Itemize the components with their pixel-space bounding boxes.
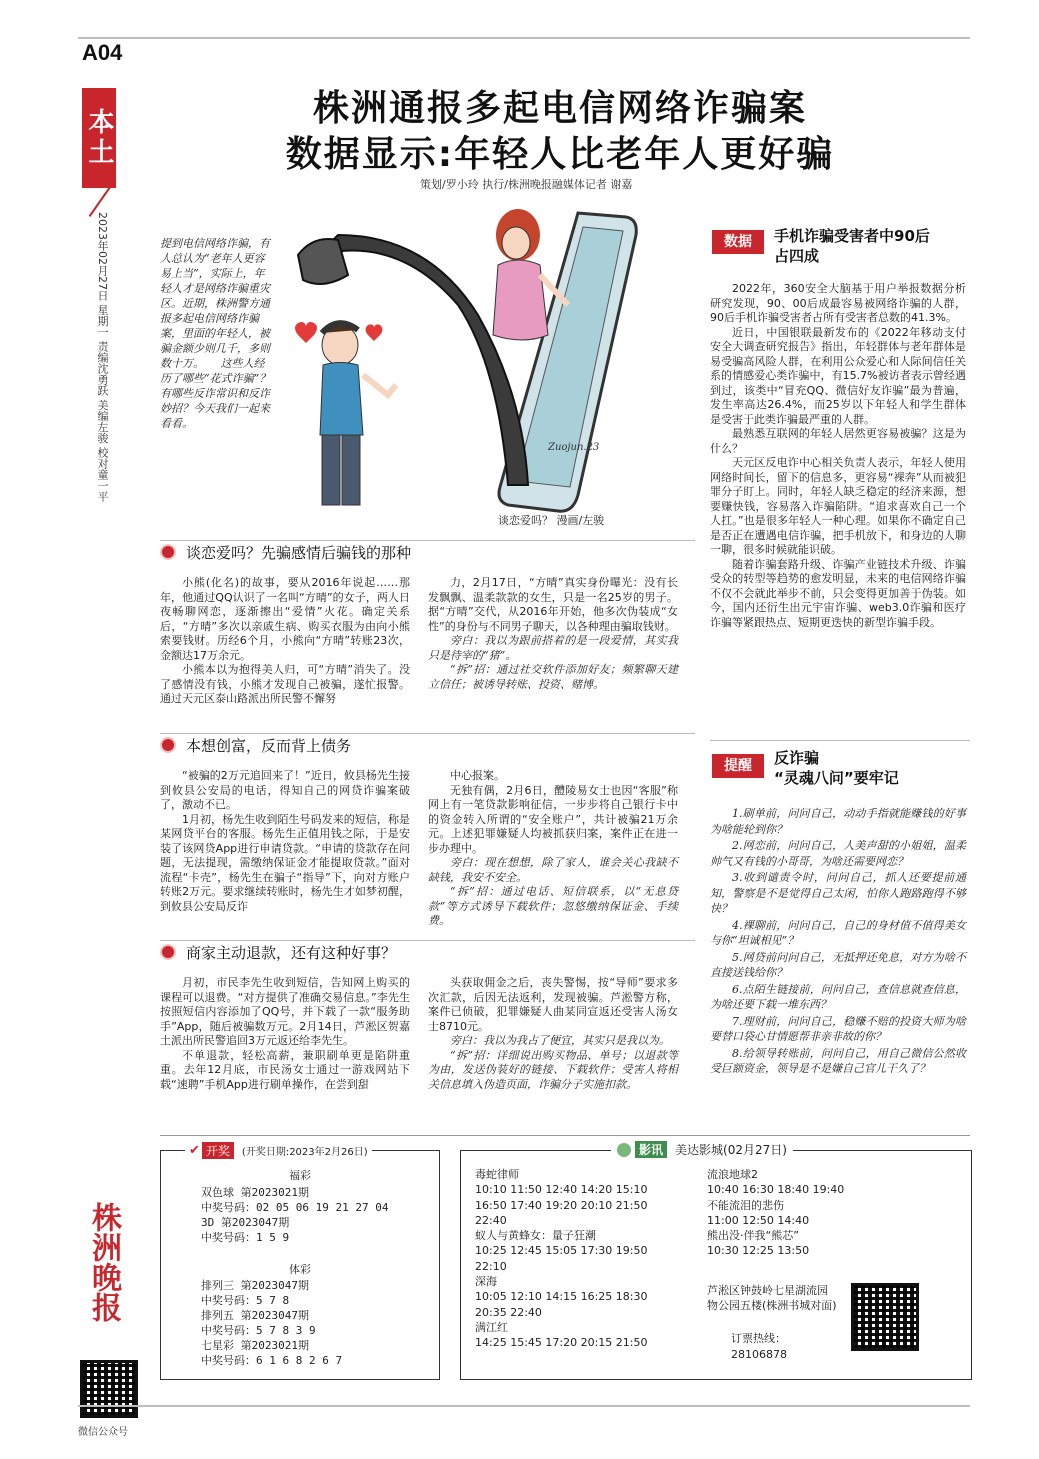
checkmark-icon: ✔ (189, 1143, 200, 1158)
showtime-line: 11:00 12:50 14:40 (707, 1213, 810, 1227)
showtime-line: 14:25 15:45 17:20 20:15 21:50 (475, 1336, 648, 1350)
section-heading-2 (160, 733, 351, 757)
headline-line2: 数据显示:年轻人比老年人更好骗 (285, 134, 835, 175)
showtime-line: 10:30 12:25 13:50 (707, 1244, 810, 1258)
cinema-label: 影讯 (635, 1141, 667, 1158)
cinema-name: 美达影城(02月27日) (675, 1143, 787, 1157)
cinema-header (611, 1141, 793, 1158)
bullet-icon (160, 544, 176, 560)
paragraph: “拆”招：详细说出购买物品、单号；以退款等为由，发送伪装好的链接、下载软件；受害人将相关信息填入伪造页面，诈骗分子实施扣款。 (428, 1048, 678, 1091)
showtime-line: 16:50 17:40 19:20 20:10 21:50 (475, 1198, 648, 1212)
top-rule (78, 37, 970, 39)
paragraph: 旁白：我以为跟前搭着的是一段爱情，其实我只是待宰的“猪”。 (428, 634, 678, 662)
svg-text:Zuojun.23: Zuojun.23 (548, 442, 600, 453)
film-reel-icon (617, 1143, 631, 1157)
paragraph: 月初，市民李先生收到短信，告知网上购买的课程可以退费。“对方提供了准确交易信息。”李先生按照短信内容添加了QQ号，并下载了一款“服务助手”App，随后被骗数万元。2月14日，芦淞区贺嘉土派出所民警追回3万元返还给李先生。 (160, 976, 410, 1047)
intro-text: 提到电信网络诈骗，有人总认为“老年人更容易上当”，实际上，年轻人才是网络诈骗重灾区。近期，株洲警方通报多起电信网络诈骗案，里面的年轻人，被骗金额少则几千，多则数十万。 这些人经历了哪些“花式诈骗”？有哪些反诈常识和反诈妙招？今天我们一起来看看。 (160, 237, 271, 430)
tips-box-title: 反诈骗 “灵魂八问”要牢记 (774, 749, 899, 787)
section-heading-text: 商家主动退款，还有这种好事？ (186, 943, 397, 962)
section-3-right (428, 976, 678, 1092)
paragraph: 头获取佣金之后，丧失警惕，按“导师”要求多次汇款，后因无法返利，发现被骗。芦淞警方称，案件已侦破，犯罪嫌疑人曲某同宣返还受害人汤女士8710元。 (428, 976, 678, 1033)
paragraph: 最熟悉互联网的年轻人居然更容易被骗？这是为什么？ (710, 427, 966, 455)
section-heading-text: 本想创富，反而背上债务 (186, 736, 352, 755)
section-heading-text: 谈恋爱吗？先骗感情后骗钱的那种 (186, 543, 412, 562)
section-3-left (160, 976, 410, 1092)
paragraph: 力，2月17日，“方晴”真实身份曝光：没有长发飘飘、温柔款款的女生，只是一名25岁的男子。据“方晴”交代，从2016年开始，他多次伪装成“女性”的身份与不同男子聊天，以各种理由骗取钱财。 (428, 576, 678, 633)
paragraph: 中心报案。 (450, 769, 505, 782)
section-label: 本土 (82, 88, 116, 188)
bottom-rule (160, 1135, 970, 1136)
paragraph: 旁白：现在想想，除了家人，谁会关心我缺不缺钱，我安不安全。 (428, 856, 678, 884)
tips-list (710, 806, 966, 1078)
masthead-logo: 株洲晚报 (86, 1202, 121, 1322)
cinema-box (460, 1143, 972, 1380)
lottery-line: 排列五 第2023047期 (201, 1309, 309, 1322)
showtime-line: 22:10 (475, 1259, 507, 1273)
side-info: 2023年02月27日 星期一 责编沈勇跃 美编左骏 校对童一平 (96, 212, 109, 502)
movie-title: 熊出没·伴我“熊芯” (707, 1229, 799, 1243)
movie-title: 流浪地球2 (707, 1168, 758, 1181)
cinema-address: 芦淞区钟鼓岭七星湖流园物公园五楼(株洲书城对面) (707, 1284, 837, 1313)
cinema-qr-code-icon (851, 1283, 919, 1351)
list-item: 8.给领导转账前，问问自己，用自己微信公然收受巨额资金，领导是不是嫌自己官儿干久了？ (710, 1046, 966, 1075)
headline-line1: 株洲通报多起电信网络诈骗案 (312, 88, 807, 129)
showtimes-col-2 (707, 1167, 907, 1259)
lottery-line: 中奖号码：6 1 6 8 2 6 7 (201, 1354, 343, 1367)
showtime-line: 10:05 12:10 14:15 16:25 18:30 (475, 1290, 648, 1304)
movie-title: 毒蛇律师 (475, 1168, 519, 1181)
lottery-line: 排列三 第2023047期 (201, 1279, 309, 1292)
lottery-line: 3D 第2023047期 (201, 1216, 290, 1229)
showtime-line: 20:35 22:40 (475, 1305, 542, 1319)
cartoon-illustration (278, 195, 673, 525)
data-box-body (710, 282, 966, 630)
welfare-title: 福彩 (289, 1169, 311, 1182)
welfare-results (201, 1185, 431, 1245)
lottery-header (185, 1142, 372, 1159)
paragraph: 小熊(化名)的故事，要从2016年说起……那年，他通过QQ认识了一名叫“方晴”的女子，两人日夜畅聊网恋，逐渐擦出“爱情”火花。确定关系后，“方晴”多次以亲戚生病、购买衣服为由向小熊索要钱财。历经6个月，小熊向“方晴”转账23次，金额达17万余元。 (160, 576, 410, 662)
hotline-number: 28106878 (731, 1348, 787, 1361)
bottom-page-rule (78, 1405, 970, 1407)
section-2-right (428, 769, 678, 929)
showtime-line: 10:40 16:30 18:40 19:40 (707, 1183, 845, 1197)
lottery-line: 中奖号码：1 5 9 (201, 1231, 290, 1244)
list-item: 1.刷单前，问问自己，动动手指就能赚钱的好事为啥能轮到你？ (710, 807, 966, 836)
paragraph: 2022年，360安全大脑基于用户举报数据分析研究发现，90、00后成最容易被网络诈骗的人群，90后手机诈骗受害者占所有受害者总数的41.3%。 (710, 282, 966, 324)
section-1-right (428, 576, 678, 692)
lottery-box (160, 1143, 440, 1380)
movie-title: 蚁人与黄蜂女：量子狂潮 (475, 1229, 596, 1243)
movie-title: 满江红 (475, 1320, 508, 1334)
bullet-icon (160, 737, 176, 753)
data-tag: 数据 (712, 230, 764, 254)
paragraph: 无独有偶，2月6日，醴陵易女士也因“客服”称网上有一笔贷款影响征信，一步步将自己银行卡中的资金转入所谓的“安全账户”，共计被骗21万余元。上述犯罪嫌疑人均被抓获归案，案件正在进一步办理中。 (428, 783, 678, 855)
bullet-icon (160, 944, 176, 960)
showtime-line: 10:10 11:50 12:40 14:20 15:10 (475, 1183, 648, 1197)
lottery-date: (开奖日期:2023年2月26日) (241, 1147, 368, 1158)
list-item: 5.网贷前问问自己，无抵押还免息，对方为啥不直接送钱给你？ (710, 950, 966, 979)
section-rule (710, 740, 970, 741)
illustration-caption: 谈恋爱吗？ 漫画/左骏 (498, 514, 605, 527)
sports-title: 体彩 (289, 1263, 311, 1276)
list-item: 2.网恋前，问问自己，人美声甜的小姐姐，温柔帅气又有钱的小哥哥，为啥还需要网恋？ (710, 839, 966, 868)
lottery-line: 中奖号码：02 05 06 19 21 27 04 (201, 1201, 389, 1214)
sports-results (201, 1278, 431, 1368)
showtimes-col-1 (475, 1167, 705, 1351)
lottery-label: 开奖 (202, 1142, 234, 1159)
qr-label: 微信公众号 (78, 1427, 128, 1438)
section-heading-3 (160, 940, 396, 964)
paragraph: “被骗的2万元追回来了！”近日，攸县杨先生接到攸县公安局的电话，得知自己的网贷诈骗案破了，激动不已。 (160, 769, 410, 811)
section-1-left (160, 576, 410, 707)
paragraph: 随着诈骗套路升级、诈骗产业链技术升级、诈骗受众的转型等趋势的愈发明显，未来的电信网络诈骗不仅不会就此举步不前，只会变得更加善于伪装。如今，国内还衍生出元宇宙诈骗、web3.0诈骗和医疗诈骗等紧跟热点、短期更迭快的新型诈骗手段。 (710, 557, 966, 629)
showtime-line: 10:25 12:45 15:05 17:30 19:50 (475, 1244, 648, 1258)
movie-title: 深海 (475, 1275, 497, 1289)
lottery-line: 中奖号码：5 7 8 3 9 (201, 1324, 316, 1337)
qr-code-icon (80, 1360, 138, 1418)
lottery-line: 中奖号码：5 7 8 (201, 1294, 290, 1307)
list-item: 4.裸聊前，问问自己，自己的身材值不值得美女与你“坦诚相见”？ (710, 918, 966, 947)
lottery-line: 七星彩 第2023021期 (201, 1339, 309, 1352)
hotline-label: 订票热线： (731, 1332, 786, 1345)
list-item: 7.理财前，问问自己，稳赚不赔的投资大师为啥要替口袋心甘情愿帮非亲非故的你？ (710, 1014, 966, 1043)
paragraph: 不单退款，轻松高薪，兼职刷单更是陷阱重重。去年12月底，市民汤女士通过一游戏网站下载“速聘”手机App进行刷单操作，在尝到甜 (160, 1048, 410, 1091)
paragraph: 旁白：我以为我占了便宜，其实只是我以为。 (450, 1034, 670, 1047)
reminder-tag: 提醒 (712, 754, 764, 778)
list-item: 6.点陌生链接前，问问自己，查信息就查信息，为啥还要下载一堆东西？ (710, 982, 966, 1011)
byline: 策划/罗小玲 执行/株洲晚报融媒体记者 谢嘉 (420, 178, 633, 191)
list-item: 3.收到谴责令时，问问自己，抓人还要提前通知，警察是不是觉得自己太闲，怕你人跑路跑得不够快？ (710, 871, 966, 915)
movie-title: 不能流泪的悲伤 (707, 1198, 784, 1212)
data-box-title: 手机诈骗受害者中90后占四成 (774, 227, 930, 265)
section-2-left (160, 769, 410, 914)
paragraph: 天元区反电诈中心相关负责人表示，年轻人使用网络时间长，留下的信息多，更容易“裸奔”从而被犯罪分子盯上。同时，年轻人缺乏稳定的经济来源，想要赚快钱，容易落入诈骗陷阱。“追求喜欢自己一个人扛。”也是很多年轻人一种心理。如果你不确定自己是否正在遭遇电信诈骗，把手机放下，和身边的人聊一聊，很多时候就能识破。 (710, 456, 966, 556)
paragraph: “拆”招：通过电话、短信联系，以“无息贷款”等方式诱导下载软件；忽悠缴纳保证金、手续费。 (428, 885, 678, 927)
paragraph: “拆”招：通过社交软件添加好友；频繁聊天建立信任；被诱导转账、投资、赌博。 (428, 663, 678, 691)
paragraph: 近日，中国银联最新发布的《2022年移动支付安全大调查研究报告》指出，年轻群体与老年群体是易受骗高风险人群，在利用公众爱心和人际间信任关系的情感爱心类诈骗中，有15.7%被访者表示曾经遇到过，该类中“冒充QQ、微信好友诈骗”最为普遍，发生率高达26.4%，而25岁以下年轻人和学生群体是受害于此类诈骗最严重的人群。 (710, 325, 966, 426)
paragraph: 小熊本以为抱得美人归，可“方晴”消失了。没了感情没有钱，小熊才发现自己被骗，遂忙报警。通过天元区泰山路派出所民警不懈努 (160, 663, 410, 705)
paragraph: 1月初，杨先生收到陌生号码发来的短信，称是某网贷平台的客服。杨先生正值用钱之际，于是安装了该网贷App进行申请贷款。“申请的贷款存在问题，无法提现，需缴纳保证金才能提取贷款。”面对流程“卡壳”，杨先生在骗子“指导”下，向对方账户转账2万元。要求继续转账时，杨先生才如梦初醒，到攸县公安局反诈 (160, 812, 410, 913)
showtime-line: 22:40 (475, 1213, 507, 1227)
page-number: A04 (82, 40, 123, 65)
section-heading-1 (160, 540, 411, 564)
lottery-line: 双色球 第2023021期 (201, 1186, 309, 1199)
